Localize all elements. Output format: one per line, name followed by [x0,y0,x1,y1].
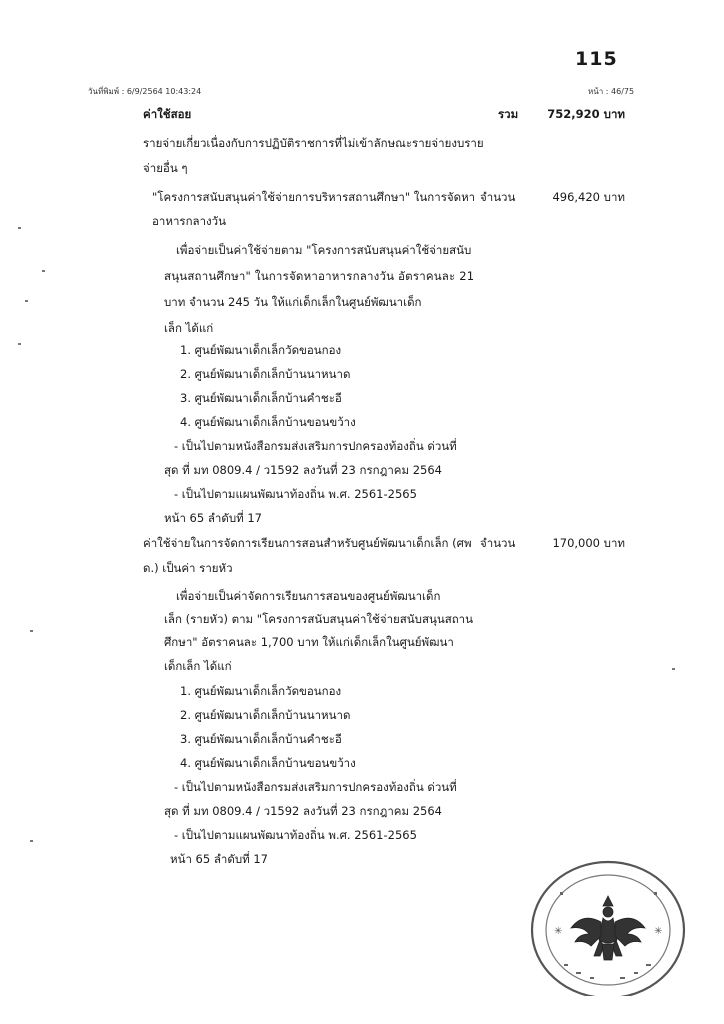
item1-note-3: - เป็นไปตามแผนพัฒนาท้องถิ่น พ.ศ. 2561-2565 [174,487,417,501]
item1-desc-line-2: สนุนสถานศึกษา" ในการจัดหาอาหารกลางวัน อัตราคนละ 21 [164,269,475,283]
item2-desc-line-1: เพื่อจ่ายเป็นค่าจัดการเรียนการสอนของศูนย์พัฒนาเด็ก [176,589,441,603]
page-number: 115 [575,48,618,70]
item2-desc-line-4: เด็กเล็ก ได้แก่ [164,659,232,673]
item1-title-line-1: "โครงการสนับสนุนค่าใช้จ่ายการบริหารสถานศึกษา" ในการจัดหา [152,190,476,204]
item1-list-item-4: 4. ศูนย์พัฒนาเด็กเล็กบ้านขอนขว้าง [180,415,356,429]
item2-list-item-3: 3. ศูนย์พัฒนาเด็กเล็กบ้านคำชะอี [180,732,342,746]
item1-desc-line-1: เพื่อจ่ายเป็นค่าใช้จ่ายตาม "โครงการสนับสนุนค่าใช้จ่ายสนับ [176,243,472,257]
item2-title-line-2: ด.) เป็นค่า รายหัว [143,561,233,575]
item1-amount: 496,420 บาท [552,190,625,204]
item1-list-item-1: 1. ศูนย์พัฒนาเด็กเล็กวัดขอนกอง [180,343,342,357]
scan-speck [42,270,45,272]
item2-amount-label: จำนวน [480,536,516,550]
item2-desc-line-2: เล็ก (รายหัว) ตาม "โครงการสนับสนุนค่าใช้จ่ายสนับสนุนสถาน [164,612,473,626]
scan-speck [18,343,21,345]
item1-note-4: หน้า 65 ลำดับที่ 17 [164,511,262,525]
section-title-line-1: รายจ่ายเกี่ยวเนื่องกับการปฏิบัติราชการที่ไม่เข้าลักษณะรายจ่ายงบราย [143,136,484,150]
item1-amount-label: จำนวน [480,190,516,204]
item1-note-2: สุด ที่ มท 0809.4 / ว1592 ลงวันที่ 23 กรกฎาคม 2564 [164,463,442,477]
item2-note-4: หน้า 65 ลำดับที่ 17 [170,852,268,866]
item2-note-2: สุด ที่ มท 0809.4 / ว1592 ลงวันที่ 23 กรกฎาคม 2564 [164,804,442,818]
svg-text:✳: ✳ [554,926,563,937]
item2-title-line-1: ค่าใช้จ่ายในการจัดการเรียนการสอนสำหรับศูนย์พัฒนาเด็กเล็ก (ศพ [143,536,472,550]
item2-desc-line-3: ศึกษา" อัตราคนละ 1,700 บาท ให้แก่เด็กเล็กในศูนย์พัฒนา [164,635,454,649]
svg-text:✳: ✳ [654,926,663,937]
item2-note-3: - เป็นไปตามแผนพัฒนาท้องถิ่น พ.ศ. 2561-2565 [174,828,417,842]
item2-note-1: - เป็นไปตามหนังสือกรมส่งเสริมการปกครองท้องถิ่น ด่วนที่ [174,780,457,794]
item1-list-item-3: 3. ศูนย์พัฒนาเด็กเล็กบ้านคำชะอี [180,391,342,405]
scan-speck [25,300,28,302]
category-title: ค่าใช้สอย [143,107,192,121]
item1-desc-line-4: เล็ก ได้แก่ [164,321,214,335]
item1-desc-line-3: บาท จำนวน 245 วัน ให้แก่เด็กเล็กในศูนย์พัฒนาเด็ก [164,295,422,309]
item2-list-item-2: 2. ศูนย์พัฒนาเด็กเล็กบ้านนาหนาด [180,708,351,722]
scan-speck [672,668,675,670]
garuda-seal-icon [524,852,696,996]
print-date: วันที่พิมพ์ : 6/9/2564 10:43:24 [88,87,202,96]
total-label: รวม [498,107,519,121]
item2-amount: 170,000 บาท [552,536,625,550]
item2-list-item-4: 4. ศูนย์พัฒนาเด็กเล็กบ้านขอนขว้าง [180,756,356,770]
total-amount: 752,920 บาท [547,107,625,121]
item2-list-item-1: 1. ศูนย์พัฒนาเด็กเล็กวัดขอนกอง [180,684,342,698]
item1-list-item-2: 2. ศูนย์พัฒนาเด็กเล็กบ้านนาหนาด [180,367,351,381]
scan-speck [30,630,33,632]
item1-title-line-2: อาหารกลางวัน [152,214,226,228]
scan-speck [18,227,21,229]
page-of: หน้า : 46/75 [588,87,635,96]
item1-note-1: - เป็นไปตามหนังสือกรมส่งเสริมการปกครองท้องถิ่น ด่วนที่ [174,439,457,453]
scan-speck [30,840,33,842]
section-title-line-2: จ่ายอื่น ๆ [143,161,188,175]
